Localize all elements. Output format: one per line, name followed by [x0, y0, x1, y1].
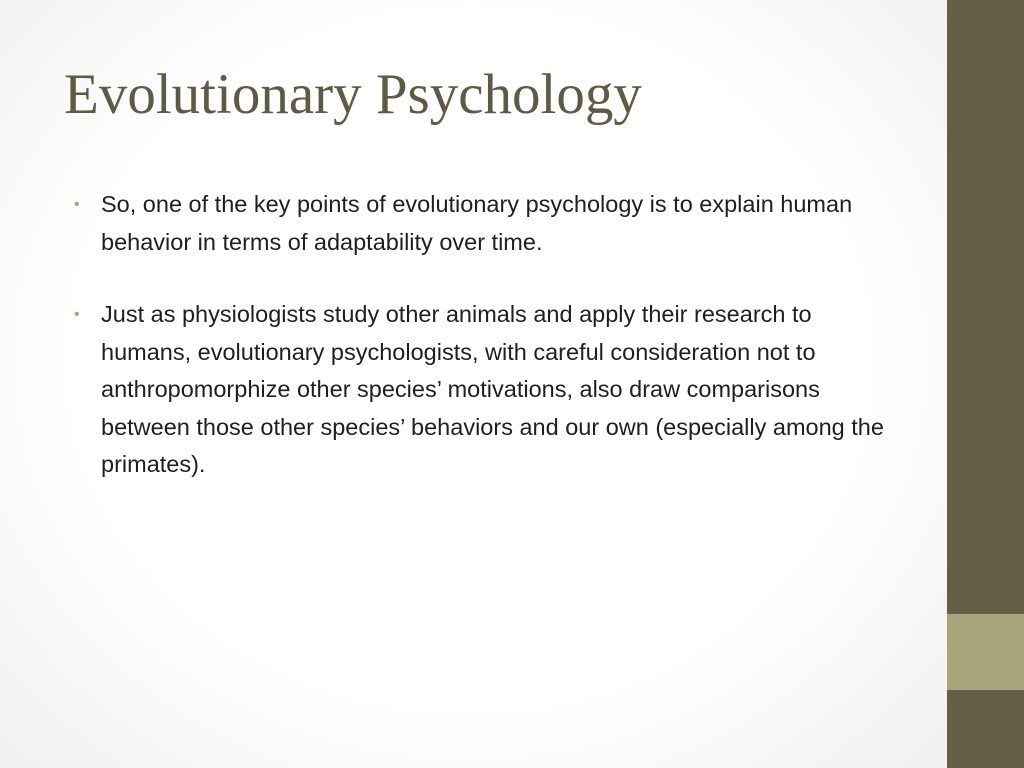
bullet-text: So, one of the key points of evolutionary psychology is to explain human behavior in terms of adaptability over time.: [101, 191, 853, 255]
bullet-marker-icon: •: [74, 196, 80, 213]
bullet-item: [74, 296, 894, 484]
bullet-item: [74, 186, 894, 261]
side-bar-accent: [947, 614, 1024, 690]
bullet-text: Just as physiologists study other animals and apply their research to humans, evolutionary psychologists, with careful consideration not to anthropomorphize other species’ motivations, also draw comparisons between those other species’ behaviors and our own (especially among the primates).: [101, 301, 884, 477]
bullet-marker-icon: •: [74, 306, 80, 323]
bullet-list: [74, 186, 894, 519]
slide-title: Evolutionary Psychology: [64, 63, 642, 126]
